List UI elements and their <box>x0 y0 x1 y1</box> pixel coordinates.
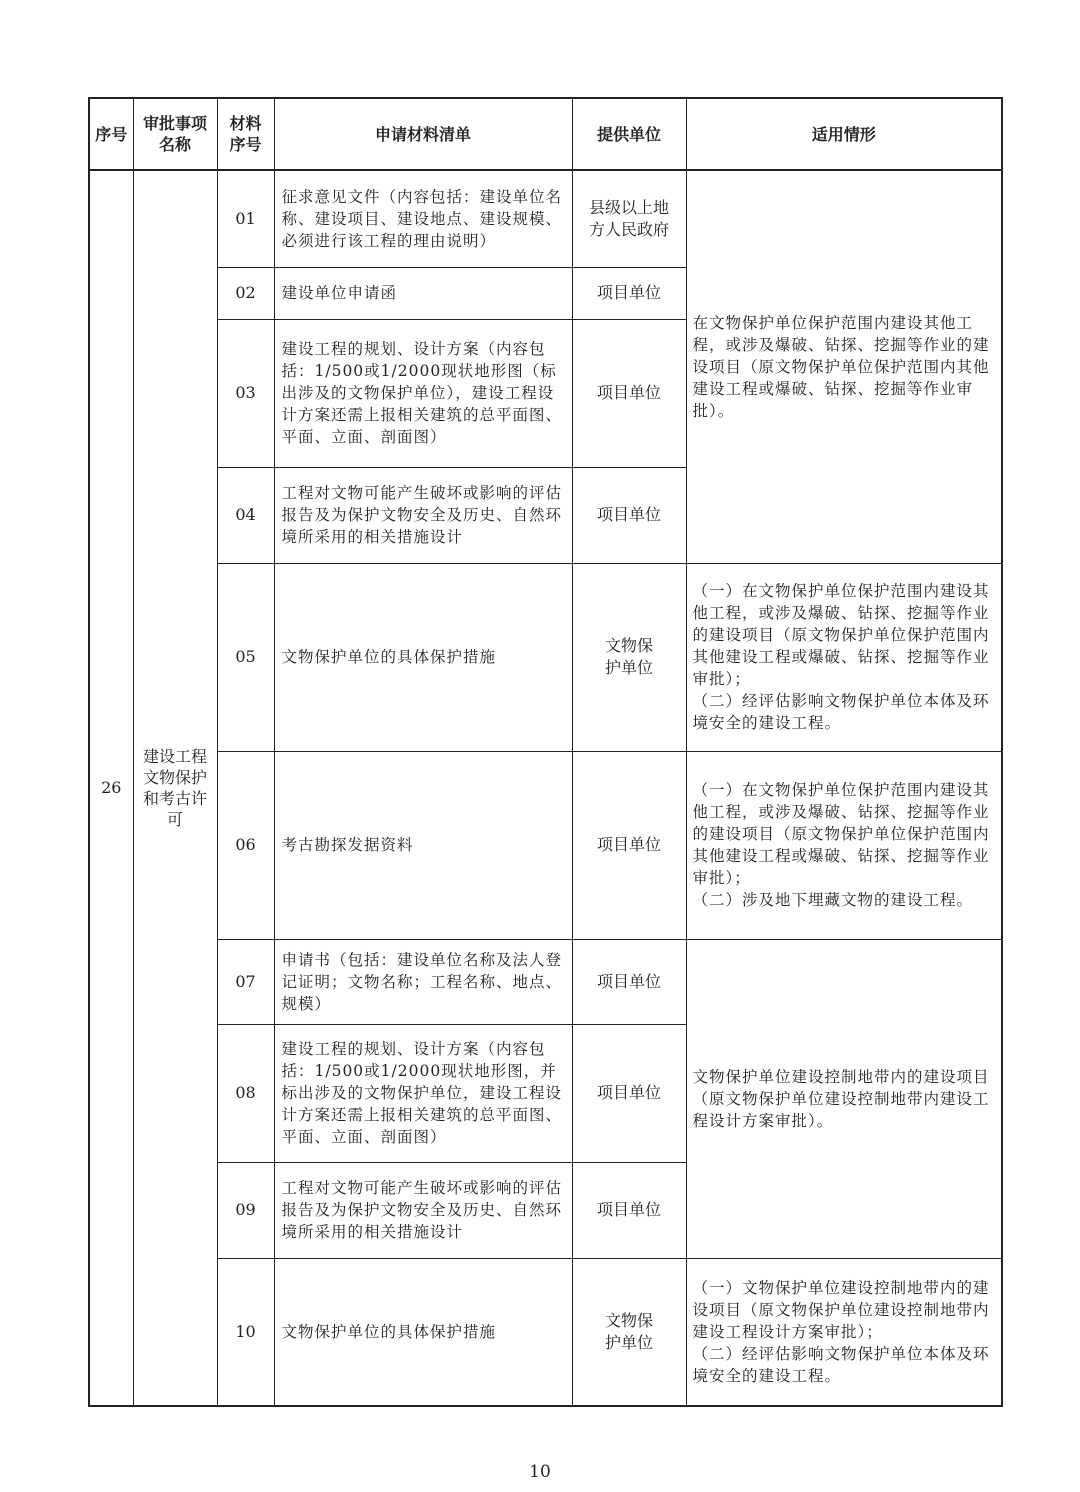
table-row <box>89 170 1002 267</box>
material-no: 10 <box>217 1258 274 1406</box>
page-number: 10 <box>529 1462 551 1482</box>
header-situation: 适用情形 <box>686 98 1002 170</box>
seq-cell: 26 <box>89 170 133 1406</box>
material-no: 09 <box>217 1162 274 1258</box>
material-text: 文物保护单位的具体保护措施 <box>274 563 572 751</box>
material-text: 建设工程的规划、设计方案（内容包括：1/500或1/2000现状地形图（标出涉及的文物保护单位），建设工程设计方案还需上报相关建筑的总平面图、平面、立面、剖面图） <box>274 319 572 467</box>
provider: 项目单位 <box>572 939 686 1024</box>
header-seq: 序号 <box>89 98 133 170</box>
material-no: 07 <box>217 939 274 1024</box>
provider: 项目单位 <box>572 467 686 563</box>
provider: 文物保护单位 <box>572 563 686 751</box>
header-item-name: 审批事项名称 <box>133 98 217 170</box>
situation-cell: 文物保护单位建设控制地带内的建设项目（原文物保护单位建设控制地带内建设工程设计方案审批）。 <box>686 939 1002 1258</box>
material-text: 工程对文物可能产生破坏或影响的评估报告及为保护文物安全及历史、自然环境所采用的相关措施设计 <box>274 1162 572 1258</box>
provider: 项目单位 <box>572 319 686 467</box>
provider: 县级以上地方人民政府 <box>572 170 686 267</box>
material-text: 工程对文物可能产生破坏或影响的评估报告及为保护文物安全及历史、自然环境所采用的相关措施设计 <box>274 467 572 563</box>
provider: 项目单位 <box>572 1162 686 1258</box>
material-text: 考古勘探发据资料 <box>274 751 572 939</box>
materials-table <box>88 97 1003 1407</box>
material-no: 08 <box>217 1024 274 1162</box>
situation-cell: （一）文物保护单位建设控制地带内的建设项目（原文物保护单位建设控制地带内建设工程设计方案审批）； （二）经评估影响文物保护单位本体及环境安全的建设工程。 <box>686 1258 1002 1406</box>
situation-cell: （一）在文物保护单位保护范围内建设其他工程，或涉及爆破、钻探、挖掘等作业的建设项目（原文物保护单位保护范围内其他建设工程或爆破、钻探、挖掘等作业审批）； （二）经评估影响文物保护单位本体及环境安全的建设工程。 <box>686 563 1002 751</box>
table-row <box>89 939 1002 1024</box>
table-row <box>89 751 1002 939</box>
material-no: 05 <box>217 563 274 751</box>
material-no: 03 <box>217 319 274 467</box>
table-row <box>89 563 1002 751</box>
header-provider: 提供单位 <box>572 98 686 170</box>
material-no: 01 <box>217 170 274 267</box>
provider: 项目单位 <box>572 267 686 319</box>
provider: 项目单位 <box>572 1024 686 1162</box>
material-text: 征求意见文件（内容包括：建设单位名称、建设项目、建设地点、建设规模、必须进行该工程的理由说明） <box>274 170 572 267</box>
material-text: 建设单位申请函 <box>274 267 572 319</box>
item-name-cell: 建设工程文物保护和考古许可 <box>133 170 217 1406</box>
situation-cell: （一）在文物保护单位保护范围内建设其他工程，或涉及爆破、钻探、挖掘等作业的建设项目（原文物保护单位保护范围内其他建设工程或爆破、钻探、挖掘等作业审批）； （二）涉及地下埋藏文物的建设工程。 <box>686 751 1002 939</box>
header-material-list: 申请材料清单 <box>274 98 572 170</box>
material-text: 申请书（包括：建设单位名称及法人登记证明；文物名称；工程名称、地点、规模） <box>274 939 572 1024</box>
provider: 项目单位 <box>572 751 686 939</box>
material-no: 04 <box>217 467 274 563</box>
material-text: 文物保护单位的具体保护措施 <box>274 1258 572 1406</box>
material-no: 06 <box>217 751 274 939</box>
situation-cell: 在文物保护单位保护范围内建设其他工程，或涉及爆破、钻探、挖掘等作业的建设项目（原文物保护单位保护范围内其他建设工程或爆破、钻探、挖掘等作业审批）。 <box>686 170 1002 563</box>
material-no: 02 <box>217 267 274 319</box>
header-material-no: 材料序号 <box>217 98 274 170</box>
provider: 文物保护单位 <box>572 1258 686 1406</box>
material-text: 建设工程的规划、设计方案（内容包括：1/500或1/2000现状地形图，并标出涉及的文物保护单位，建设工程设计方案还需上报相关建筑的总平面图、平面、立面、剖面图） <box>274 1024 572 1162</box>
table-row <box>89 1258 1002 1406</box>
header-row <box>89 98 1002 170</box>
